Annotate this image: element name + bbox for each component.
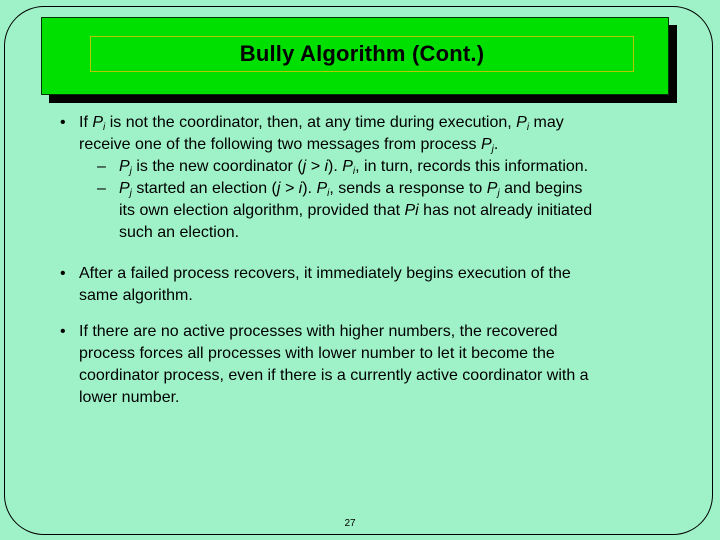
sub-bullet-1: – $P_j$ is the new coordinator (j > i). $P_i$, in turn, records this information. bbox=[97, 158, 589, 177]
dash-icon: – bbox=[97, 180, 106, 197]
bullet-icon: • bbox=[60, 114, 66, 131]
bullet-icon: • bbox=[60, 265, 66, 282]
slide-content bbox=[60, 112, 670, 409]
title-inner-frame bbox=[90, 36, 634, 72]
bullet-2: • After a failed process recovers, it immediately begins execution of the same algorithm. bbox=[60, 265, 571, 304]
bullet-icon: • bbox=[60, 323, 66, 340]
bullet-1: • If $P_i$ is not the coordinator, then, at any time during execution, $P_i$ may receive one of the following two messages from process $P_j$. bbox=[60, 114, 564, 155]
bullet-3: • If there are no active processes with higher numbers, the recovered process forces all processes with lower number to let it become the coordinator process, even if there is a currently active coordinator with a lower number. bbox=[60, 323, 589, 406]
slide-title: Bully Algorithm (Cont.) bbox=[239, 41, 485, 66]
title-box bbox=[41, 17, 669, 95]
page-number: 27 bbox=[344, 518, 356, 529]
sub-bullet-2: – $P_j$ started an election (j > i). $P_i$, sends a response to $P_j$ and begins its own election algorithm, provided that Pi has not already initiated such an election. bbox=[97, 180, 593, 241]
dash-icon: – bbox=[97, 158, 106, 175]
